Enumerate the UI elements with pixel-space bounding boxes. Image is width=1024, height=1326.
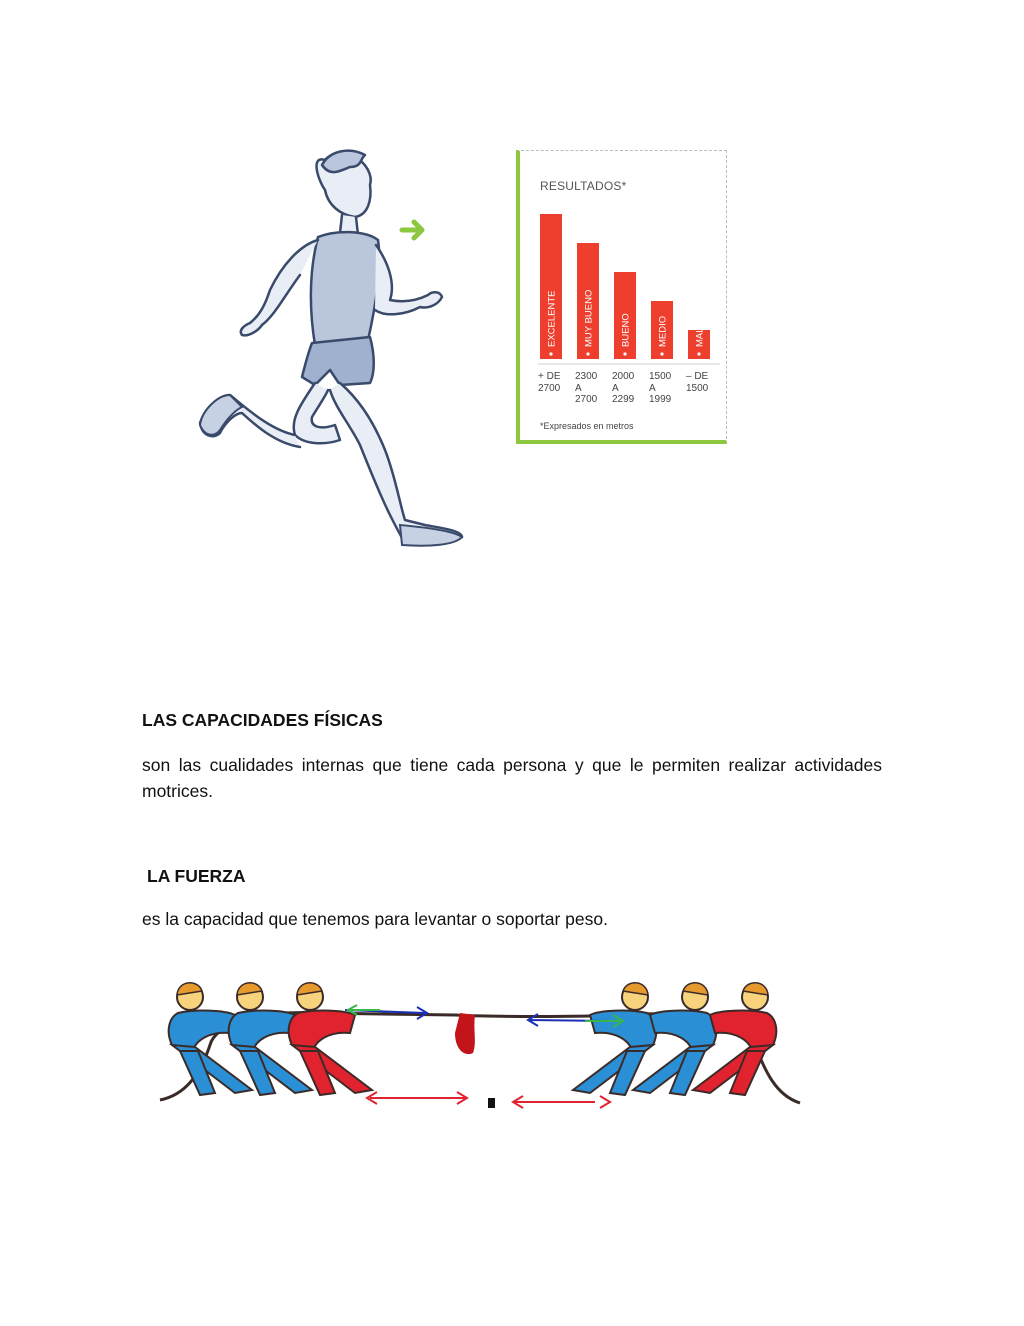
heading-la-fuerza: LA FUERZA <box>147 866 246 886</box>
bar-dot <box>660 352 663 355</box>
tug-of-war-illustration <box>155 965 805 1120</box>
bar-dot <box>549 352 552 355</box>
bar-label-malo: MALO <box>694 320 706 347</box>
bar-label-medio: MEDIO <box>657 315 669 347</box>
bar-label-muy-bueno: MUY BUENO <box>583 289 595 347</box>
right-puller-1 <box>573 983 656 1095</box>
paragraph-la-fuerza: es la capacidad que tenemos para levantar o soportar peso. <box>142 909 608 929</box>
direction-arrow-icon <box>402 222 422 238</box>
heading-capacidades-fisicas: LAS CAPACIDADES FÍSICAS <box>142 710 383 730</box>
results-title: RESULTADOS* <box>540 179 627 193</box>
bar-dot <box>586 352 589 355</box>
results-note: *Expresados en metros <box>540 421 634 431</box>
range-label-bueno: 2000 A 2299 <box>612 371 635 405</box>
runner-illustration <box>190 145 480 560</box>
range-label-medio: 1500 A 1999 <box>649 371 672 405</box>
bar-dot <box>623 352 626 355</box>
range-label-excelente: + DE 2700 <box>538 371 561 394</box>
bar-label-bueno: BUENO <box>620 313 632 347</box>
left-puller-3 <box>289 983 372 1095</box>
left-team <box>169 983 372 1095</box>
bar-dot <box>697 352 700 355</box>
results-chart <box>516 150 727 444</box>
range-label-malo: – DE 1500 <box>686 371 709 394</box>
paragraph-capacidades-fisicas: son las cualidades internas que tiene cada persona y que le permiten realizar actividades motrices. <box>142 755 882 801</box>
bar-label-excelente: EXCELENTE <box>546 290 558 347</box>
right-team <box>573 983 776 1095</box>
range-label-muy-bueno: 2300 A 2700 <box>575 371 598 405</box>
